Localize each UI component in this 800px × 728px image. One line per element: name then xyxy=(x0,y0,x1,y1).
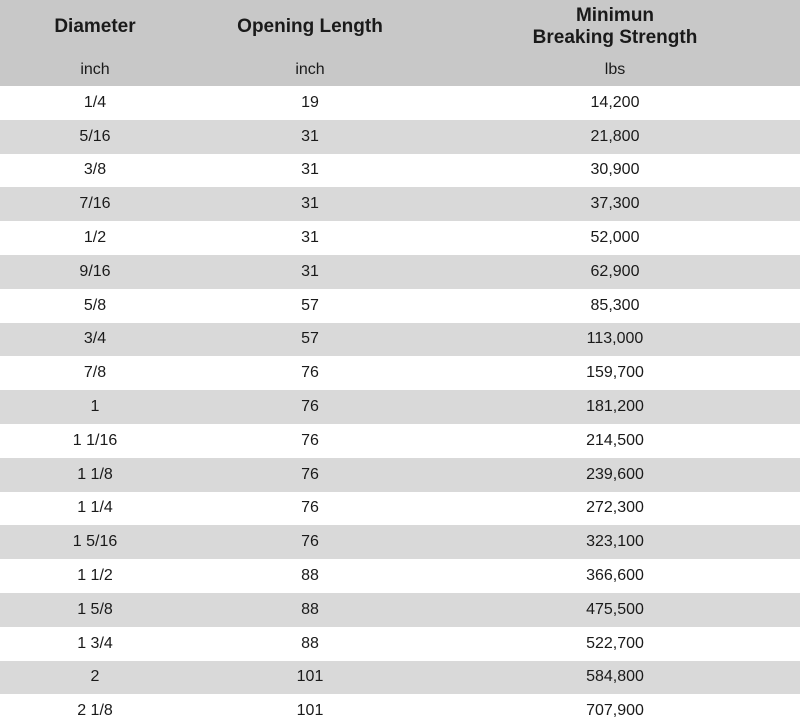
unit-row xyxy=(0,53,800,86)
cell-breaking-strength: 214,500 xyxy=(430,424,800,458)
unit-diameter: inch xyxy=(0,53,190,86)
cell-opening-length: 76 xyxy=(190,458,430,492)
table-row xyxy=(0,221,800,255)
table-body xyxy=(0,86,800,728)
table-row xyxy=(0,492,800,526)
cell-breaking-strength: 62,900 xyxy=(430,255,800,289)
header-row xyxy=(0,0,800,53)
unit-opening-length: inch xyxy=(190,53,430,86)
table-row xyxy=(0,86,800,120)
table-row xyxy=(0,661,800,695)
cell-breaking-strength: 14,200 xyxy=(430,86,800,120)
cell-breaking-strength: 113,000 xyxy=(430,323,800,357)
cell-opening-length: 76 xyxy=(190,424,430,458)
cell-diameter: 3/4 xyxy=(0,323,190,357)
cell-opening-length: 88 xyxy=(190,627,430,661)
table-row xyxy=(0,694,800,728)
cell-breaking-strength: 181,200 xyxy=(430,390,800,424)
table-row xyxy=(0,559,800,593)
cell-opening-length: 31 xyxy=(190,120,430,154)
cell-breaking-strength: 159,700 xyxy=(430,356,800,390)
cell-breaking-strength: 21,800 xyxy=(430,120,800,154)
cell-diameter: 3/8 xyxy=(0,154,190,188)
cell-opening-length: 101 xyxy=(190,694,430,728)
table-row xyxy=(0,323,800,357)
header-breaking-strength xyxy=(430,0,800,53)
cell-diameter: 1 1/4 xyxy=(0,492,190,526)
cell-opening-length: 76 xyxy=(190,492,430,526)
table-row xyxy=(0,390,800,424)
cell-diameter: 2 1/8 xyxy=(0,694,190,728)
cell-opening-length: 88 xyxy=(190,559,430,593)
table-row xyxy=(0,154,800,188)
table-row xyxy=(0,627,800,661)
cell-breaking-strength: 239,600 xyxy=(430,458,800,492)
cell-opening-length: 31 xyxy=(190,154,430,188)
cell-opening-length: 76 xyxy=(190,390,430,424)
cell-breaking-strength: 30,900 xyxy=(430,154,800,188)
cell-opening-length: 88 xyxy=(190,593,430,627)
cell-breaking-strength: 272,300 xyxy=(430,492,800,526)
cell-diameter: 1 5/8 xyxy=(0,593,190,627)
cell-breaking-strength: 584,800 xyxy=(430,661,800,695)
cell-opening-length: 76 xyxy=(190,356,430,390)
table-row xyxy=(0,120,800,154)
cell-opening-length: 57 xyxy=(190,323,430,357)
table-row xyxy=(0,289,800,323)
unit-strength: lbs xyxy=(430,53,800,86)
header-diameter: Diameter xyxy=(0,0,190,53)
cell-diameter: 5/16 xyxy=(0,120,190,154)
cell-breaking-strength: 366,600 xyxy=(430,559,800,593)
cell-diameter: 1/2 xyxy=(0,221,190,255)
cell-diameter: 7/16 xyxy=(0,187,190,221)
header-strength-line1: Minimun xyxy=(575,4,655,26)
header-opening-length: Opening Length xyxy=(190,0,430,53)
cell-opening-length: 19 xyxy=(190,86,430,120)
cell-diameter: 1 5/16 xyxy=(0,525,190,559)
table-row xyxy=(0,525,800,559)
cell-diameter: 9/16 xyxy=(0,255,190,289)
cell-diameter: 7/8 xyxy=(0,356,190,390)
cell-diameter: 1 xyxy=(0,390,190,424)
cell-breaking-strength: 52,000 xyxy=(430,221,800,255)
cell-opening-length: 31 xyxy=(190,187,430,221)
cell-opening-length: 31 xyxy=(190,221,430,255)
table-row xyxy=(0,458,800,492)
cell-breaking-strength: 475,500 xyxy=(430,593,800,627)
cell-opening-length: 31 xyxy=(190,255,430,289)
cell-diameter: 1 1/16 xyxy=(0,424,190,458)
table-row xyxy=(0,187,800,221)
cell-diameter: 1/4 xyxy=(0,86,190,120)
header-strength-line2: Breaking Strength xyxy=(532,26,698,48)
cell-breaking-strength: 707,900 xyxy=(430,694,800,728)
cell-diameter: 5/8 xyxy=(0,289,190,323)
table-row xyxy=(0,593,800,627)
table-row xyxy=(0,424,800,458)
cell-breaking-strength: 323,100 xyxy=(430,525,800,559)
cell-diameter: 1 3/4 xyxy=(0,627,190,661)
cell-opening-length: 101 xyxy=(190,661,430,695)
cell-opening-length: 76 xyxy=(190,525,430,559)
cell-breaking-strength: 522,700 xyxy=(430,627,800,661)
cell-breaking-strength: 37,300 xyxy=(430,187,800,221)
cell-diameter: 1 1/8 xyxy=(0,458,190,492)
cell-opening-length: 57 xyxy=(190,289,430,323)
cell-breaking-strength: 85,300 xyxy=(430,289,800,323)
cell-diameter: 1 1/2 xyxy=(0,559,190,593)
table-row xyxy=(0,255,800,289)
table-row xyxy=(0,356,800,390)
cell-diameter: 2 xyxy=(0,661,190,695)
